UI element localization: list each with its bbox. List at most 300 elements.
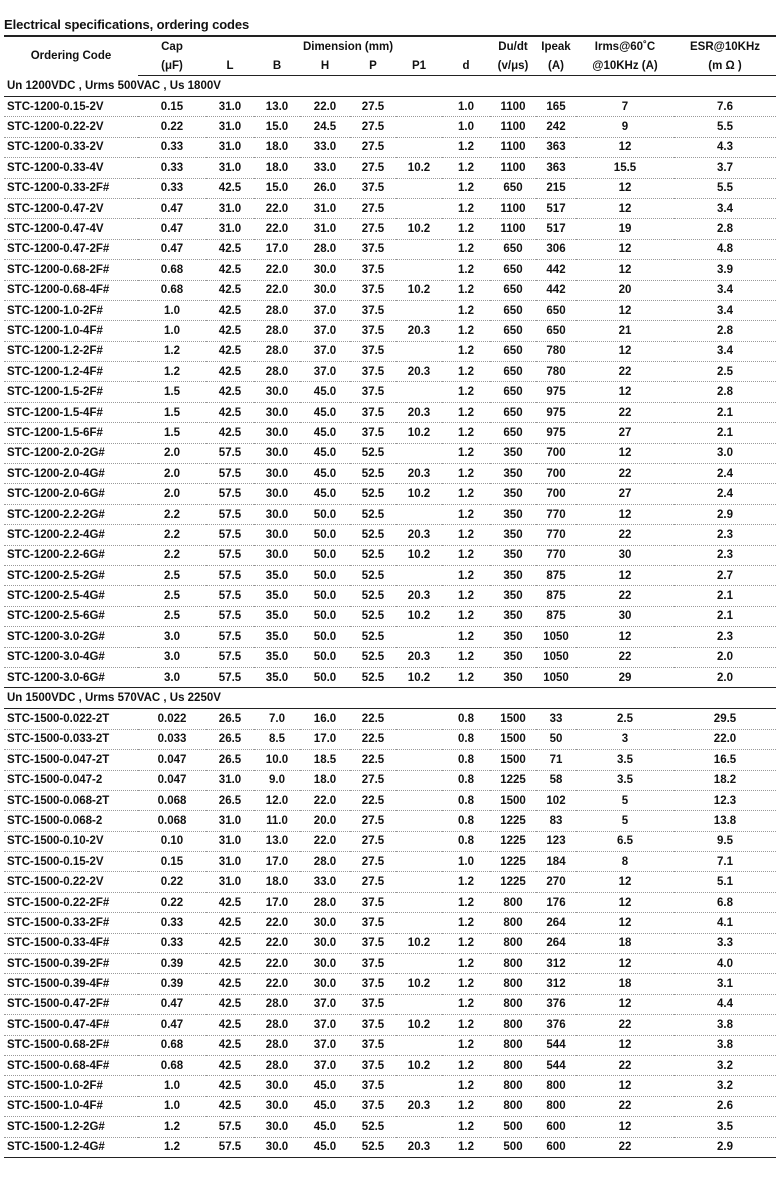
cell-dim-d: 1.2 xyxy=(442,198,490,218)
cell-cap: 1.2 xyxy=(138,341,206,361)
cell-dim-b: 35.0 xyxy=(254,565,300,585)
cell-esr: 4.8 xyxy=(674,239,776,259)
cell-dim-b: 13.0 xyxy=(254,97,300,117)
cell-dim-l: 31.0 xyxy=(206,852,254,872)
cell-dim-l: 42.5 xyxy=(206,402,254,422)
cell-ordering-code: STC-1500-0.068-2 xyxy=(4,811,138,831)
cell-dudt: 350 xyxy=(490,606,536,626)
cell-cap: 0.68 xyxy=(138,1035,206,1055)
cell-dim-b: 7.0 xyxy=(254,709,300,729)
cell-dim-l: 42.5 xyxy=(206,933,254,953)
cell-ipeak: 312 xyxy=(536,974,576,994)
cell-irms: 7 xyxy=(576,97,674,117)
cell-dim-l: 57.5 xyxy=(206,525,254,545)
cell-cap: 0.47 xyxy=(138,198,206,218)
cell-esr: 4.1 xyxy=(674,913,776,933)
cell-irms: 12 xyxy=(576,443,674,463)
table-row xyxy=(4,892,776,912)
cell-dim-p1: 10.2 xyxy=(396,667,442,687)
cell-dudt: 650 xyxy=(490,260,536,280)
cell-cap: 1.5 xyxy=(138,423,206,443)
cell-irms: 12 xyxy=(576,300,674,320)
cell-dim-l: 31.0 xyxy=(206,219,254,239)
cell-dim-p1 xyxy=(396,300,442,320)
cell-ordering-code: STC-1200-2.2-6G# xyxy=(4,545,138,565)
table-row xyxy=(4,178,776,198)
cell-dim-h: 18.5 xyxy=(300,750,350,770)
table-row xyxy=(4,913,776,933)
cell-dim-p: 52.5 xyxy=(350,525,396,545)
cell-esr: 6.8 xyxy=(674,892,776,912)
cell-cap: 2.0 xyxy=(138,484,206,504)
table-row xyxy=(4,198,776,218)
cell-cap: 0.47 xyxy=(138,219,206,239)
cell-dim-h: 50.0 xyxy=(300,627,350,647)
cell-cap: 0.033 xyxy=(138,729,206,749)
spec-table xyxy=(4,35,776,1158)
cell-dim-b: 22.0 xyxy=(254,260,300,280)
cell-dim-b: 35.0 xyxy=(254,627,300,647)
cell-esr: 2.9 xyxy=(674,504,776,524)
cell-ipeak: 442 xyxy=(536,280,576,300)
cell-dim-h: 45.0 xyxy=(300,1096,350,1116)
cell-esr: 3.2 xyxy=(674,1055,776,1075)
cell-ordering-code: STC-1500-0.68-2F# xyxy=(4,1035,138,1055)
cell-dim-p: 37.5 xyxy=(350,382,396,402)
cell-ordering-code: STC-1200-0.22-2V xyxy=(4,117,138,137)
cell-dim-b: 22.0 xyxy=(254,933,300,953)
cell-esr: 2.5 xyxy=(674,362,776,382)
cell-dudt: 1500 xyxy=(490,790,536,810)
cell-ipeak: 363 xyxy=(536,137,576,157)
cell-dim-p: 37.5 xyxy=(350,1076,396,1096)
table-row xyxy=(4,667,776,687)
cell-dudt: 1100 xyxy=(490,219,536,239)
cell-dim-b: 22.0 xyxy=(254,954,300,974)
cell-irms: 12 xyxy=(576,1117,674,1137)
cell-dim-l: 42.5 xyxy=(206,954,254,974)
cell-dim-p1: 10.2 xyxy=(396,1015,442,1035)
cell-dim-l: 57.5 xyxy=(206,647,254,667)
cell-dim-b: 35.0 xyxy=(254,586,300,606)
cell-esr: 13.8 xyxy=(674,811,776,831)
cell-ordering-code: STC-1200-2.2-4G# xyxy=(4,525,138,545)
cell-dim-d: 1.2 xyxy=(442,362,490,382)
cell-cap: 0.33 xyxy=(138,137,206,157)
cell-esr: 2.3 xyxy=(674,525,776,545)
cell-ordering-code: STC-1200-0.33-2F# xyxy=(4,178,138,198)
cell-dim-b: 9.0 xyxy=(254,770,300,790)
cell-ordering-code: STC-1200-1.2-4F# xyxy=(4,362,138,382)
cell-irms: 12 xyxy=(576,1076,674,1096)
table-header xyxy=(4,36,776,76)
cell-ordering-code: STC-1500-1.2-4G# xyxy=(4,1137,138,1157)
cell-dim-d: 1.2 xyxy=(442,994,490,1014)
cell-dim-l: 42.5 xyxy=(206,239,254,259)
cell-ipeak: 270 xyxy=(536,872,576,892)
cell-dudt: 800 xyxy=(490,1055,536,1075)
cell-ipeak: 306 xyxy=(536,239,576,259)
cell-dim-h: 50.0 xyxy=(300,606,350,626)
cell-dim-d: 1.2 xyxy=(442,239,490,259)
cell-dudt: 350 xyxy=(490,525,536,545)
cell-dim-b: 28.0 xyxy=(254,300,300,320)
cell-ordering-code: STC-1200-1.5-4F# xyxy=(4,402,138,422)
cell-irms: 3 xyxy=(576,729,674,749)
cell-dim-d: 1.2 xyxy=(442,341,490,361)
cell-ordering-code: STC-1200-0.33-2V xyxy=(4,137,138,157)
cell-ordering-code: STC-1500-1.0-4F# xyxy=(4,1096,138,1116)
cell-cap: 1.5 xyxy=(138,382,206,402)
cell-cap: 1.5 xyxy=(138,402,206,422)
cell-dim-h: 45.0 xyxy=(300,1076,350,1096)
cell-dim-d: 1.2 xyxy=(442,933,490,953)
cell-dim-b: 17.0 xyxy=(254,852,300,872)
cell-dudt: 800 xyxy=(490,1035,536,1055)
cell-ipeak: 50 xyxy=(536,729,576,749)
cell-dim-p: 22.5 xyxy=(350,729,396,749)
cell-ipeak: 71 xyxy=(536,750,576,770)
cell-dim-p: 37.5 xyxy=(350,1015,396,1035)
cell-dim-b: 11.0 xyxy=(254,811,300,831)
table-row xyxy=(4,994,776,1014)
cell-dim-p: 27.5 xyxy=(350,97,396,117)
table-row xyxy=(4,872,776,892)
cell-ipeak: 544 xyxy=(536,1035,576,1055)
cell-ordering-code: STC-1200-2.2-2G# xyxy=(4,504,138,524)
cell-irms: 22 xyxy=(576,1055,674,1075)
cell-dudt: 350 xyxy=(490,647,536,667)
cell-dim-p: 37.5 xyxy=(350,423,396,443)
cell-dudt: 1100 xyxy=(490,198,536,218)
cell-irms: 3.5 xyxy=(576,770,674,790)
cell-esr: 3.4 xyxy=(674,341,776,361)
cell-dim-p1 xyxy=(396,1076,442,1096)
cell-ordering-code: STC-1200-2.0-2G# xyxy=(4,443,138,463)
cell-dim-d: 1.2 xyxy=(442,647,490,667)
cell-dim-p: 27.5 xyxy=(350,872,396,892)
cell-dim-p1 xyxy=(396,872,442,892)
cell-dim-d: 1.2 xyxy=(442,627,490,647)
cell-cap: 0.68 xyxy=(138,1055,206,1075)
cell-dim-l: 42.5 xyxy=(206,300,254,320)
table-row xyxy=(4,382,776,402)
cell-irms: 12 xyxy=(576,872,674,892)
cell-dim-h: 33.0 xyxy=(300,872,350,892)
cell-dim-p: 37.5 xyxy=(350,994,396,1014)
cell-cap: 0.33 xyxy=(138,913,206,933)
cell-dim-l: 42.5 xyxy=(206,341,254,361)
cell-dim-b: 28.0 xyxy=(254,1055,300,1075)
cell-esr: 3.7 xyxy=(674,158,776,178)
cell-esr: 2.1 xyxy=(674,586,776,606)
cell-ipeak: 33 xyxy=(536,709,576,729)
cell-dim-p: 22.5 xyxy=(350,790,396,810)
cell-ordering-code: STC-1500-0.47-4F# xyxy=(4,1015,138,1035)
cell-irms: 21 xyxy=(576,321,674,341)
cell-irms: 12 xyxy=(576,892,674,912)
cell-dim-l: 57.5 xyxy=(206,586,254,606)
cell-dim-h: 50.0 xyxy=(300,545,350,565)
cell-dim-l: 57.5 xyxy=(206,1117,254,1137)
section-heading: Un 1500VDC , Urms 570VAC , Us 2250V xyxy=(4,688,776,709)
cell-ipeak: 770 xyxy=(536,545,576,565)
table-row xyxy=(4,423,776,443)
cell-esr: 2.8 xyxy=(674,321,776,341)
cell-dudt: 650 xyxy=(490,280,536,300)
cell-esr: 2.1 xyxy=(674,423,776,443)
cell-ipeak: 875 xyxy=(536,565,576,585)
cell-dim-b: 30.0 xyxy=(254,525,300,545)
cell-dim-b: 30.0 xyxy=(254,423,300,443)
cell-dim-p1: 20.3 xyxy=(396,464,442,484)
cell-dim-p: 52.5 xyxy=(350,565,396,585)
cell-dim-d: 1.2 xyxy=(442,974,490,994)
cell-dim-p: 37.5 xyxy=(350,280,396,300)
cell-dim-l: 57.5 xyxy=(206,443,254,463)
cell-ordering-code: STC-1200-1.0-4F# xyxy=(4,321,138,341)
table-row xyxy=(4,239,776,259)
table-row xyxy=(4,933,776,953)
cell-dim-d: 1.2 xyxy=(442,280,490,300)
cell-esr: 18.2 xyxy=(674,770,776,790)
header-dim-l: L xyxy=(206,56,254,76)
cell-dim-l: 31.0 xyxy=(206,831,254,851)
table-row xyxy=(4,219,776,239)
cell-dim-d: 1.2 xyxy=(442,1117,490,1137)
cell-ipeak: 376 xyxy=(536,994,576,1014)
cell-esr: 3.9 xyxy=(674,260,776,280)
cell-cap: 2.5 xyxy=(138,586,206,606)
cell-dim-p1 xyxy=(396,831,442,851)
cell-esr: 22.0 xyxy=(674,729,776,749)
cell-dim-p1 xyxy=(396,892,442,912)
cell-ipeak: 770 xyxy=(536,504,576,524)
cell-irms: 15.5 xyxy=(576,158,674,178)
cell-ordering-code: STC-1200-1.5-2F# xyxy=(4,382,138,402)
table-row xyxy=(4,790,776,810)
cell-dim-d: 1.0 xyxy=(442,97,490,117)
cell-dim-p1 xyxy=(396,770,442,790)
cell-irms: 12 xyxy=(576,198,674,218)
cell-dim-d: 0.8 xyxy=(442,709,490,729)
cell-dudt: 650 xyxy=(490,382,536,402)
cell-irms: 27 xyxy=(576,484,674,504)
cell-irms: 9 xyxy=(576,117,674,137)
cell-irms: 12 xyxy=(576,954,674,974)
cell-ordering-code: STC-1200-0.47-4V xyxy=(4,219,138,239)
cell-dim-p: 52.5 xyxy=(350,464,396,484)
cell-dudt: 650 xyxy=(490,402,536,422)
cell-esr: 5.5 xyxy=(674,178,776,198)
cell-dim-l: 42.5 xyxy=(206,913,254,933)
cell-irms: 12 xyxy=(576,382,674,402)
cell-dim-l: 42.5 xyxy=(206,1015,254,1035)
cell-dim-l: 26.5 xyxy=(206,790,254,810)
cell-ipeak: 1050 xyxy=(536,667,576,687)
cell-dudt: 800 xyxy=(490,1015,536,1035)
cell-dim-p: 52.5 xyxy=(350,1137,396,1157)
cell-dim-b: 22.0 xyxy=(254,219,300,239)
table-row xyxy=(4,484,776,504)
cell-ordering-code: STC-1500-0.22-2V xyxy=(4,872,138,892)
cell-dim-h: 16.0 xyxy=(300,709,350,729)
cell-cap: 0.10 xyxy=(138,831,206,851)
cell-dim-b: 22.0 xyxy=(254,913,300,933)
cell-dim-h: 28.0 xyxy=(300,852,350,872)
cell-irms: 19 xyxy=(576,219,674,239)
cell-dim-p: 37.5 xyxy=(350,913,396,933)
cell-dim-d: 1.2 xyxy=(442,219,490,239)
header-dimension: Dimension (mm) xyxy=(206,36,490,56)
cell-ipeak: 700 xyxy=(536,443,576,463)
cell-irms: 3.5 xyxy=(576,750,674,770)
cell-dudt: 1225 xyxy=(490,831,536,851)
cell-dim-h: 37.0 xyxy=(300,300,350,320)
cell-dim-p1 xyxy=(396,504,442,524)
cell-cap: 0.047 xyxy=(138,750,206,770)
cell-dim-b: 22.0 xyxy=(254,198,300,218)
cell-dim-b: 30.0 xyxy=(254,484,300,504)
cell-dim-h: 45.0 xyxy=(300,402,350,422)
cell-ipeak: 264 xyxy=(536,913,576,933)
cell-ordering-code: STC-1200-2.0-6G# xyxy=(4,484,138,504)
cell-dim-p1: 10.2 xyxy=(396,933,442,953)
cell-dim-h: 17.0 xyxy=(300,729,350,749)
cell-dim-p1 xyxy=(396,954,442,974)
cell-dim-h: 33.0 xyxy=(300,137,350,157)
table-row xyxy=(4,974,776,994)
cell-ordering-code: STC-1200-0.33-4V xyxy=(4,158,138,178)
cell-dim-b: 30.0 xyxy=(254,1117,300,1137)
cell-esr: 4.4 xyxy=(674,994,776,1014)
cell-dim-l: 42.5 xyxy=(206,1055,254,1075)
cell-irms: 12 xyxy=(576,178,674,198)
cell-dudt: 350 xyxy=(490,545,536,565)
cell-dim-p: 37.5 xyxy=(350,1055,396,1075)
cell-dim-b: 12.0 xyxy=(254,790,300,810)
cell-dudt: 350 xyxy=(490,443,536,463)
cell-dim-h: 37.0 xyxy=(300,321,350,341)
cell-dim-b: 30.0 xyxy=(254,382,300,402)
cell-dim-l: 57.5 xyxy=(206,504,254,524)
cell-dim-d: 1.2 xyxy=(442,872,490,892)
cell-dudt: 800 xyxy=(490,913,536,933)
cell-ipeak: 975 xyxy=(536,402,576,422)
cell-dim-h: 28.0 xyxy=(300,892,350,912)
cell-dim-p1 xyxy=(396,239,442,259)
cell-dim-b: 15.0 xyxy=(254,117,300,137)
cell-dim-l: 42.5 xyxy=(206,423,254,443)
cell-dim-l: 57.5 xyxy=(206,565,254,585)
table-row xyxy=(4,158,776,178)
cell-irms: 12 xyxy=(576,913,674,933)
table-row xyxy=(4,811,776,831)
cell-dim-b: 30.0 xyxy=(254,545,300,565)
header-ordering-code: Ordering Code xyxy=(4,36,138,76)
cell-dim-p: 27.5 xyxy=(350,831,396,851)
table-row xyxy=(4,729,776,749)
cell-irms: 22 xyxy=(576,586,674,606)
table-row xyxy=(4,443,776,463)
cell-dim-l: 42.5 xyxy=(206,362,254,382)
header-esr-unit: (m Ω ) xyxy=(674,56,776,76)
cell-dim-l: 42.5 xyxy=(206,994,254,1014)
cell-dim-l: 42.5 xyxy=(206,974,254,994)
cell-cap: 0.022 xyxy=(138,709,206,729)
cell-dim-p: 22.5 xyxy=(350,709,396,729)
cell-irms: 12 xyxy=(576,341,674,361)
cell-dim-h: 30.0 xyxy=(300,954,350,974)
header-irms-unit: @10KHz (A) xyxy=(576,56,674,76)
cell-dim-p1 xyxy=(396,913,442,933)
cell-ordering-code: STC-1200-0.68-4F# xyxy=(4,280,138,300)
cell-esr: 9.5 xyxy=(674,831,776,851)
page-title: Electrical specifications, ordering codes xyxy=(4,17,250,32)
cell-cap: 0.15 xyxy=(138,97,206,117)
cell-cap: 1.2 xyxy=(138,1137,206,1157)
table-row xyxy=(4,627,776,647)
cell-dim-p: 37.5 xyxy=(350,300,396,320)
cell-ordering-code: STC-1500-0.022-2T xyxy=(4,709,138,729)
cell-dim-p: 52.5 xyxy=(350,504,396,524)
cell-dudt: 500 xyxy=(490,1117,536,1137)
cell-dim-p1: 10.2 xyxy=(396,219,442,239)
cell-cap: 2.5 xyxy=(138,565,206,585)
section-heading: Un 1200VDC , Urms 500VAC , Us 1800V xyxy=(4,76,776,97)
cell-dim-h: 33.0 xyxy=(300,158,350,178)
section-header-row xyxy=(4,76,776,97)
cell-ipeak: 363 xyxy=(536,158,576,178)
cell-dim-p1 xyxy=(396,260,442,280)
cell-dim-p1 xyxy=(396,852,442,872)
cell-cap: 1.0 xyxy=(138,1096,206,1116)
cell-ipeak: 650 xyxy=(536,300,576,320)
cell-ordering-code: STC-1200-2.5-4G# xyxy=(4,586,138,606)
cell-ordering-code: STC-1200-2.5-6G# xyxy=(4,606,138,626)
cell-dim-h: 22.0 xyxy=(300,831,350,851)
cell-ordering-code: STC-1500-1.0-2F# xyxy=(4,1076,138,1096)
cell-dim-p: 27.5 xyxy=(350,219,396,239)
cell-cap: 0.68 xyxy=(138,280,206,300)
cell-irms: 30 xyxy=(576,545,674,565)
cell-esr: 7.1 xyxy=(674,852,776,872)
cell-dim-d: 1.2 xyxy=(442,137,490,157)
cell-ipeak: 600 xyxy=(536,1137,576,1157)
cell-dim-h: 22.0 xyxy=(300,97,350,117)
cell-dim-p: 52.5 xyxy=(350,627,396,647)
cell-ipeak: 176 xyxy=(536,892,576,912)
cell-ipeak: 1050 xyxy=(536,647,576,667)
cell-esr: 3.4 xyxy=(674,300,776,320)
cell-dim-h: 30.0 xyxy=(300,260,350,280)
table-row xyxy=(4,606,776,626)
cell-dudt: 500 xyxy=(490,1137,536,1157)
cell-dim-h: 30.0 xyxy=(300,974,350,994)
cell-ordering-code: STC-1500-0.33-4F# xyxy=(4,933,138,953)
cell-dim-p1: 20.3 xyxy=(396,525,442,545)
cell-cap: 0.47 xyxy=(138,1015,206,1035)
cell-dim-p1: 20.3 xyxy=(396,586,442,606)
cell-irms: 8 xyxy=(576,852,674,872)
cell-ipeak: 312 xyxy=(536,954,576,974)
cell-ipeak: 517 xyxy=(536,219,576,239)
table-row xyxy=(4,300,776,320)
cell-dim-d: 1.2 xyxy=(442,525,490,545)
cell-irms: 22 xyxy=(576,647,674,667)
table-row xyxy=(4,280,776,300)
cell-esr: 3.3 xyxy=(674,933,776,953)
